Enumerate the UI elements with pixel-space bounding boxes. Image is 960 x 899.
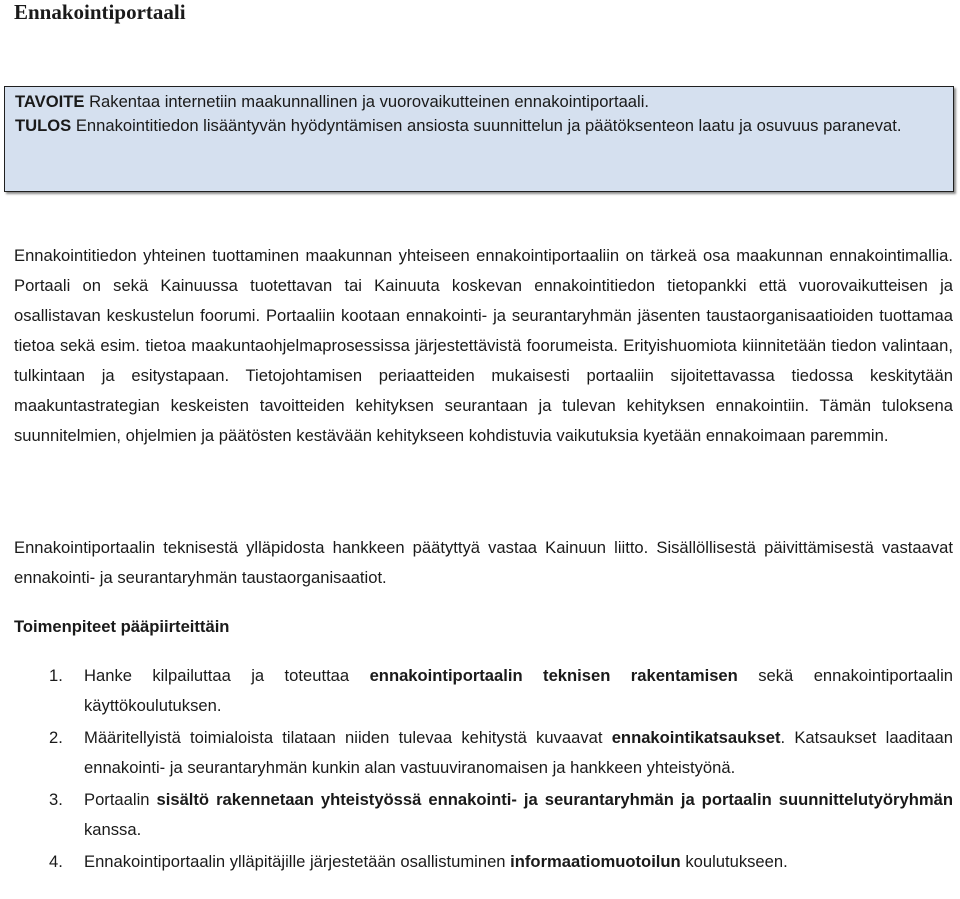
action-text: koulutukseen. bbox=[680, 852, 788, 871]
action-text-bold: informaatiomuotoilun bbox=[510, 852, 681, 871]
action-text: kanssa. bbox=[84, 820, 142, 839]
action-number: 1. bbox=[49, 666, 63, 685]
goal-line bbox=[15, 90, 943, 114]
result-line bbox=[15, 114, 943, 138]
action-text-bold: ennakointikatsaukset bbox=[611, 728, 781, 747]
result-text: Ennakointitiedon lisääntyvän hyödyntämisen ansiosta suunnittelun ja päätöksenteon laatu ja osuvuus paranevat. bbox=[71, 116, 902, 135]
action-text: sekä ennakointiportaalin käyttökoulutuksen. bbox=[84, 666, 953, 715]
action-item bbox=[14, 785, 953, 845]
actions-list bbox=[14, 661, 953, 877]
action-number: 2. bbox=[49, 728, 63, 747]
action-item bbox=[14, 847, 953, 877]
goal-result-box bbox=[4, 86, 954, 192]
action-text: Hanke kilpailuttaa ja toteuttaa bbox=[84, 666, 370, 685]
paragraph-portal-description: Ennakointitiedon yhteinen tuottaminen maakunnan yhteiseen ennakointiportaaliin on tärkeä osa maakunnan ennakointimallia. Portaali on sekä Kainuussa tuotettavan tai Kainuuta koskevan ennakointitiedon tietopankki että vuorovaikutteisen ja osallistavan keskustelun foorumi. Portaaliin kootaan ennakointi- ja seurantaryhmän jäsenten taustaorganisaatioiden tuottamaa tietoa sekä esim. tietoa maakuntaohjelmaprosessissa järjestettävistä foorumeista. Erityishuomiota kiinnitetään tiedon valintaan, tulkintaan ja esitystapaan. Tietojohtamisen periaatteiden mukaisesti portaaliin sijoitettavassa tiedossa keskitytään maakuntastrategian keskeisten tavoitteiden kehityksen seurantaan ja tulevan kehityksen ennakointiin. Tämän tuloksena suunnitelmien, ohjelmien ja päätösten kestävään kehitykseen kohdistuvia vaikutuksia kyetään ennakoimaan paremmin. bbox=[14, 246, 953, 445]
action-item bbox=[14, 661, 953, 721]
action-text: Portaalin bbox=[84, 790, 157, 809]
actions-heading: Toimenpiteet pääpiirteittäin bbox=[14, 617, 230, 636]
document-title: Ennakointiportaali bbox=[14, 0, 186, 24]
action-text-bold: ennakointiportaalin teknisen rakentamisen bbox=[369, 666, 738, 685]
action-item bbox=[14, 723, 953, 783]
action-text: . Katsaukset laaditaan ennakointi- ja seurantaryhmän kunkin alan vastuuviranomaisen ja hankkeen yhteistyönä. bbox=[84, 728, 954, 777]
action-number: 3. bbox=[49, 790, 63, 809]
result-label: TULOS bbox=[15, 116, 72, 135]
action-text: Määritellyistä toimialoista tilataan niiden tulevaa kehitystä kuvaavat bbox=[84, 728, 612, 747]
goal-text: Rakentaa internetiin maakunnallinen ja vuorovaikutteinen ennakointiportaali. bbox=[84, 92, 650, 111]
action-number: 4. bbox=[49, 852, 63, 871]
action-text: Ennakointiportaalin ylläpitäjille järjestetään osallistuminen bbox=[84, 852, 511, 871]
paragraph-maintenance: Ennakointiportaalin teknisestä ylläpidosta hankkeen päätyttyä vastaa Kainuun liitto. Sisällöllisestä päivittämisestä vastaavat ennakointi- ja seurantaryhmän taustaorganisaatiot. bbox=[14, 538, 953, 587]
goal-label: TAVOITE bbox=[15, 92, 85, 111]
action-text-bold: sisältö rakennetaan yhteistyössä ennakointi- ja seurantaryhmän ja portaalin suunnittelutyöryhmän bbox=[156, 790, 953, 809]
